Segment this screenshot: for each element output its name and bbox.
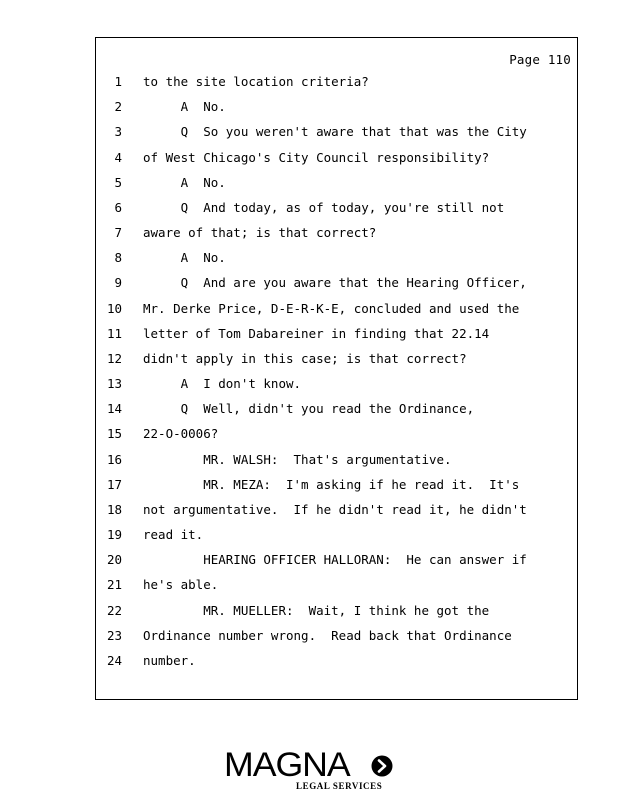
line-number: 7	[114, 225, 122, 241]
line-text: MR. MUELLER: Wait, I think he got the	[143, 602, 490, 618]
line-number: 8	[114, 250, 122, 266]
line-text: to the site location criteria?	[143, 74, 369, 89]
line-number: 21	[106, 577, 122, 593]
line-text: read it.	[143, 527, 204, 543]
line-number: 20	[106, 552, 122, 568]
line-number: 24	[106, 652, 122, 668]
line-text: not argumentative. If he didn't read it, he didn't	[143, 501, 527, 517]
line-text: MR. WALSH: That's argumentative.	[143, 451, 452, 467]
line-text: of West Chicago's City Council responsibility?	[143, 149, 490, 165]
line-number: 11	[106, 325, 122, 341]
line-text: Q So you weren't aware that that was the City	[143, 124, 527, 140]
line-number: 22	[106, 602, 122, 618]
line-number: 17	[106, 476, 122, 492]
line-text: Mr. Derke Price, D-E-R-K-E, concluded and used the	[143, 300, 520, 316]
line-text: A No.	[143, 250, 226, 266]
line-text: A No.	[143, 174, 226, 190]
line-text: A No.	[143, 99, 226, 115]
line-number: 16	[106, 451, 122, 467]
line-number: 4	[114, 149, 122, 165]
line-number: 6	[114, 199, 122, 215]
line-number: 15	[106, 426, 122, 442]
line-text: Q And today, as of today, you're still not	[143, 199, 505, 215]
line-number: 23	[106, 627, 122, 643]
line-number: 12	[106, 350, 122, 366]
line-number: 1	[114, 74, 122, 89]
line-text: aware of that; is that correct?	[143, 225, 377, 241]
line-text: number.	[143, 652, 196, 668]
logo-tagline: LEGAL SERVICES	[296, 781, 383, 791]
line-number: 14	[106, 401, 122, 417]
line-text: letter of Tom Dabareiner in finding that 22.14	[143, 325, 490, 341]
line-number: 5	[114, 174, 122, 190]
line-text: MR. MEZA: I'm asking if he read it. It's	[143, 476, 520, 492]
line-text: Q Well, didn't you read the Ordinance,	[143, 401, 475, 417]
transcript-page	[95, 37, 578, 700]
chevron-right-circle-icon	[371, 755, 393, 777]
line-text: Ordinance number wrong. Read back that Ordinance	[143, 627, 512, 643]
page-number: Page 110	[509, 52, 571, 67]
logo-wordmark: MAGNA	[224, 746, 350, 784]
line-text: A I don't know.	[143, 376, 302, 392]
line-number: 18	[106, 501, 122, 517]
line-number: 3	[114, 124, 122, 140]
line-text: didn't apply in this case; is that correct?	[143, 350, 467, 366]
line-text: Q And are you aware that the Hearing Officer,	[143, 275, 527, 291]
line-number: 10	[106, 300, 122, 316]
line-text: he's able.	[143, 577, 219, 593]
line-text: HEARING OFFICER HALLORAN: He can answer if	[143, 552, 527, 568]
line-number: 9	[114, 275, 122, 291]
line-number: 13	[106, 376, 122, 392]
line-text: 22-O-0006?	[143, 426, 219, 442]
line-number: 19	[106, 527, 122, 543]
magna-logo	[224, 748, 396, 794]
line-number: 2	[114, 99, 122, 115]
